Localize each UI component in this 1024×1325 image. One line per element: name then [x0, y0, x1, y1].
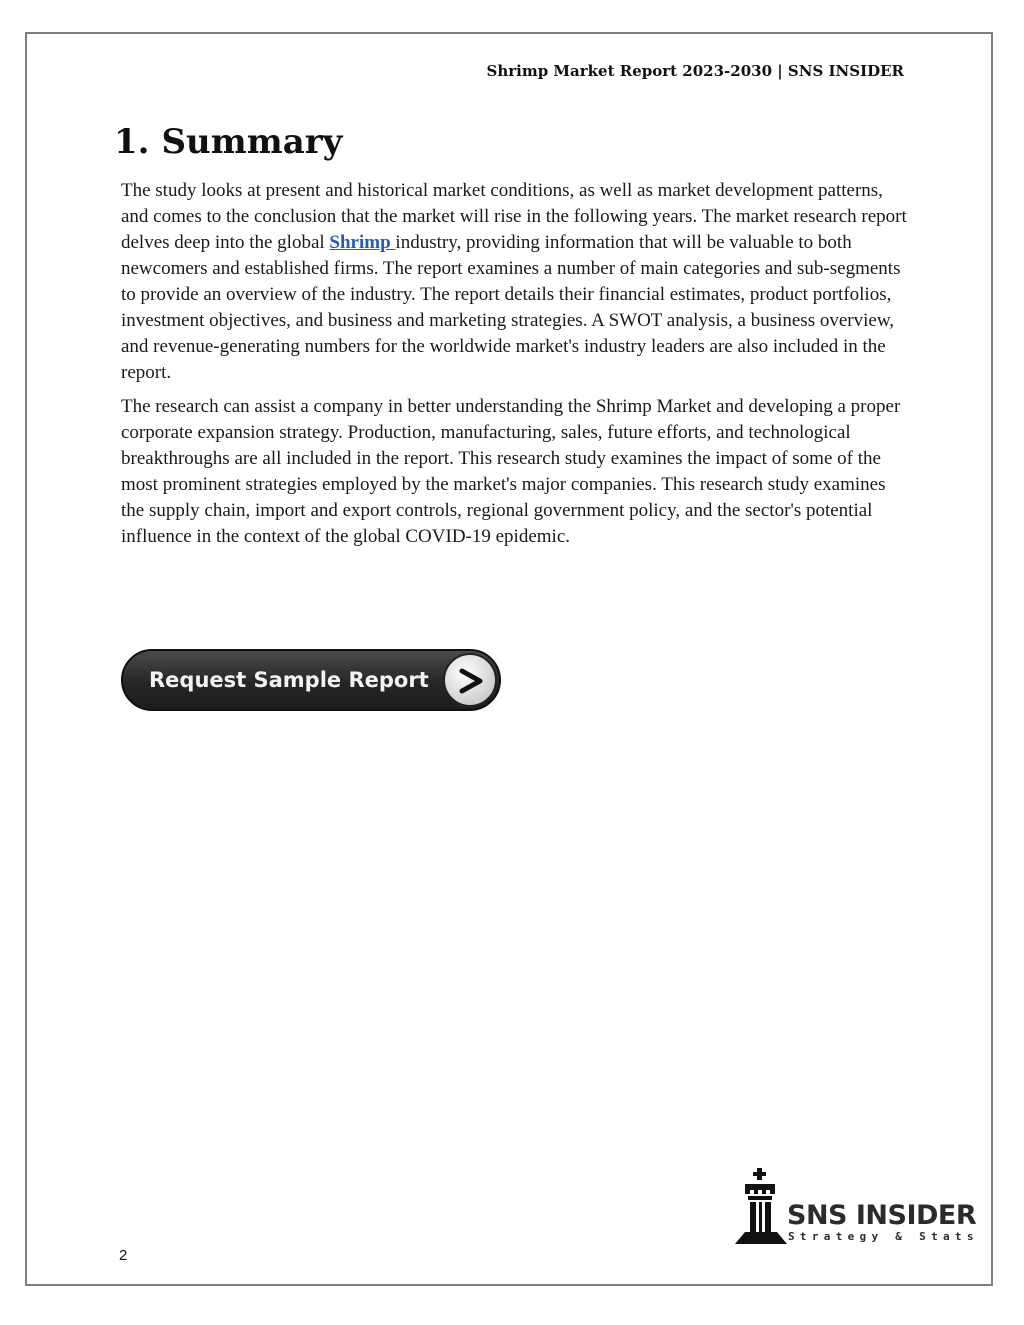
- section-heading: [114, 122, 342, 162]
- shrimp-link[interactable]: Shrimp: [329, 232, 396, 253]
- logo-tagline: Strategy & Stats: [788, 1230, 979, 1243]
- section-title: Summary: [161, 122, 343, 162]
- body-content: [121, 178, 911, 558]
- paragraph-1-text-end: industry, providing information that will be valuable to both newcomers and established firms. The report examines a number of main categories and sub-segments to provide an overview of the industry. The report details their financial estimates, product portfolios, investment objectives, and business and marketing strategies. A SWOT analysis, a business overview, and revenue-generating numbers for the worldwide market's industry leaders are also included in the report.: [121, 232, 901, 383]
- page-number: 2: [119, 1247, 128, 1264]
- paragraph-1-text-start: The study looks at present and historical market conditions, as well as market development patterns, and comes to the conclusion that the market will rise in the following years. The market research report delves deep into the global: [121, 180, 907, 253]
- request-sample-report-label: Request Sample Report: [149, 668, 429, 692]
- chess-king-icon: [735, 1166, 787, 1246]
- paragraph-2: The research can assist a company in better understanding the Shrimp Market and developing a proper corporate expansion strategy. Production, manufacturing, sales, future efforts, and technological breakthroughs are all included in the report. This research study examines the impact of some of the most prominent strategies employed by the market's major companies. This research study examines the supply chain, import and export controls, regional government policy, and the sector's potential influence in the context of the global COVID-19 epidemic.: [121, 396, 901, 547]
- running-header: Shrimp Market Report 2023-2030 | SNS INSIDER: [486, 62, 904, 80]
- chevron-right-icon: [443, 653, 497, 707]
- request-sample-report-button[interactable]: [121, 649, 501, 711]
- logo-wordmark: SNS INSIDER: [787, 1200, 977, 1231]
- paragraph-1: [121, 178, 911, 386]
- sns-insider-logo: [735, 1166, 979, 1246]
- section-number: 1.: [114, 122, 150, 162]
